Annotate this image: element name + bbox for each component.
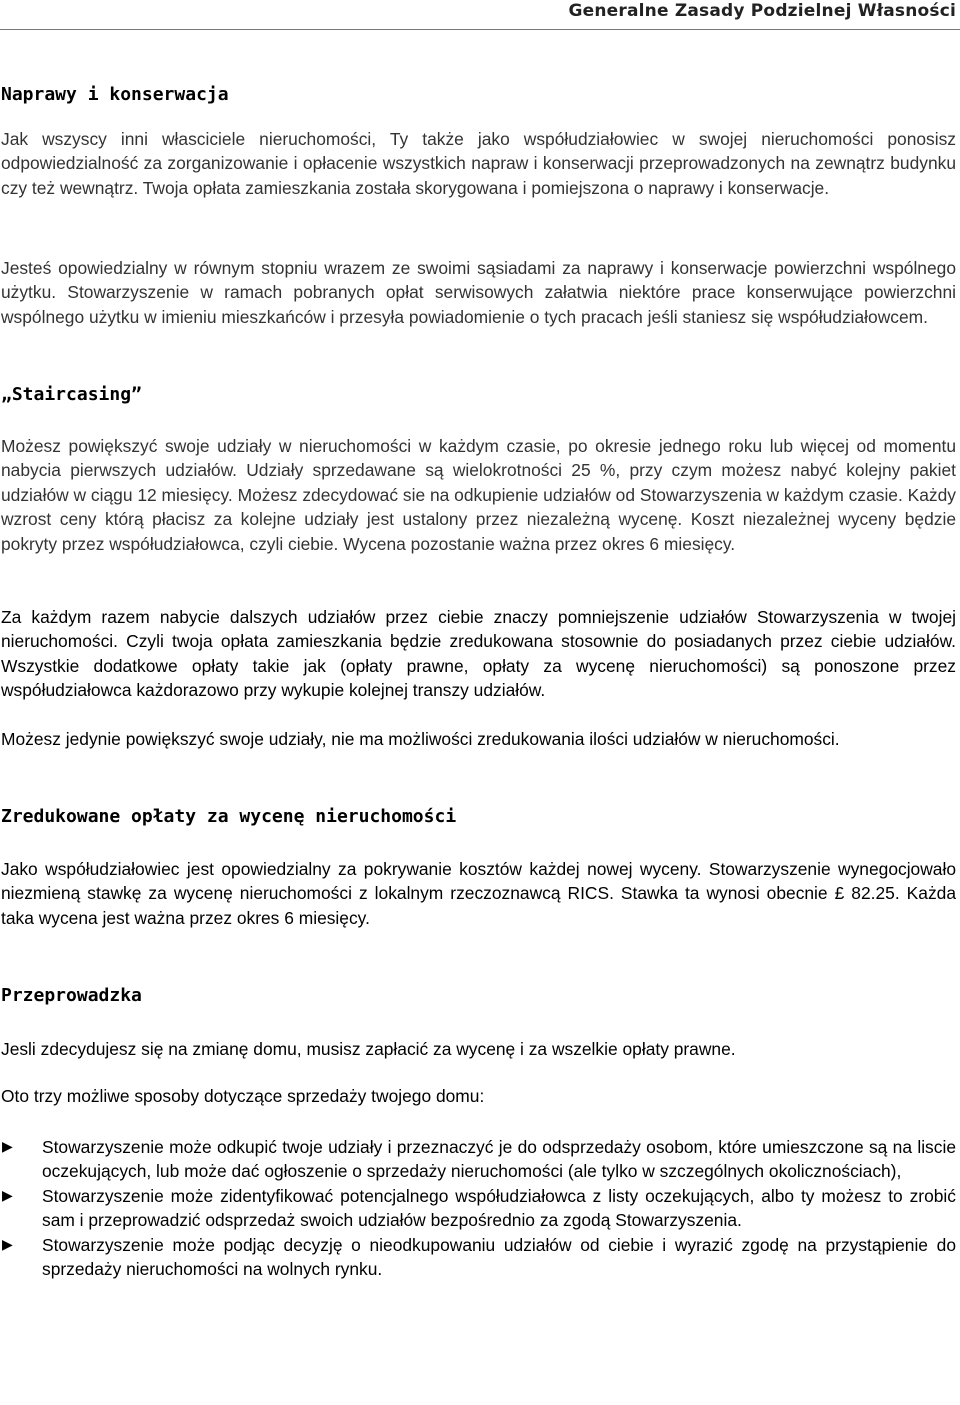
bullet-arrow-icon: ▶ (2, 1187, 13, 1204)
paragraph-staircasing-1: Możesz powiększyć swoje udziały w nieruchomości w każdym czasie, po okresie jednego roku lub więcej od momentu nabycia pierwszych udziałów. Udziały sprzedawane są wielokrotności 25 %, przy czym możesz nabyć kolejny pakiet udziałów w ciągu 12 miesięcy. Możesz zdecydować sie na odkupienie udziałów od Stowarzyszenia w każdym czasie. Każdy wzrost ceny którą płacisz za kolejne udziały jest ustalony przez niezależną wycenę. Koszt niezależnej wyceny będzie pokryty przez współudziałowca, czyli ciebie. Wycena pozostanie ważna przez okres 6 miesięcy. (1, 436, 956, 554)
list-item-text: Stowarzyszenie może zidentyfikować potencjalnego współudziałowca z listy oczekujących, albo ty możesz to zrobić sam i przeprowadzić odsprzedaż swoich udziałów bezpośrednio za zgodą Stowarzyszenia. (42, 1185, 956, 1231)
header-divider (0, 29, 960, 30)
list-item-text: Stowarzyszenie może odkupić twoje udziały i przeznaczyć je do odsprzedaży osobom, które umieszczone są na liscie oczekujących, lub może dać ogłoszenie o sprzedaży nieruchomości (ale tylko w szczególnych okolicznościach), (42, 1137, 956, 1182)
paragraph-staircasing-2: Za każdym razem nabycie dalszych udziałów przez ciebie znaczy pomniejszenie udziałów Stowarzyszenia w twojej nieruchomości. Czyli twoja opłata zamieszkania będzie zredukowana stosownie do posiadanych przez ciebie udziałów. Wszystkie dodatkowe opłaty takie jak (opłaty prawne, opłaty za wycenę nieruchomości) są ponoszone przez współudziałowca każdorazowo przy wykupie kolejnej transzy udziałów. (1, 607, 956, 701)
section-heading-wycena: Zredukowane opłaty za wycenę nieruchomości (1, 806, 457, 827)
sale-options-list (0, 1135, 956, 1281)
paragraph-naprawy-1: Jak wszyscy inni własciciele nieruchomości, Ty także jako współudziałowiec w swojej nieruchomości ponosisz odpowiedzialność za zorganizowanie i opłacenie wszystkich napraw i konserwacji przeprowadzonych na zewnątrz budynku czy też wewnątrz. Twoja opłata zamieszkania została skorygowana i pomiejszona o naprawy i konserwacje. (1, 129, 956, 198)
paragraph-staircasing-3: Możesz jedynie powiększyć swoje udziały, nie ma możliwości zredukowania ilości udziałów w nieruchomości. (1, 729, 840, 749)
running-header-title: Generalne Zasady Podzielnej Własności (568, 1, 956, 21)
bullet-arrow-icon: ▶ (2, 1139, 13, 1155)
paragraph-wycena-1: Jako współudziałowiec jest opowiedzialny za pokrywanie kosztów każdej nowej wyceny. Stowarzyszenie wynegocjowało niezmieną stawkę za wycenę nieruchomości z lokalnym rzeczoznawcą RICS. Stawka ta wynosi obecnie £ 82.25. Każda taka wycena jest ważna przez okres 6 miesięcy. (1, 859, 956, 928)
section-heading-staircasing: „Staircasing” (1, 384, 142, 405)
list-item-text: Stowarzyszenie może podjąc decyzję o nieodkupowaniu udziałów od ciebie i wyrazić zgodę na przystąpienie do sprzedaży nieruchomości na wolnych rynku. (42, 1234, 956, 1280)
paragraph-przeprowadzka-2: Oto trzy możliwe sposoby dotyczące sprzedaży twojego domu: (1, 1086, 485, 1106)
paragraph-przeprowadzka-1: Jesli zdecydujesz się na zmianę domu, musisz zapłacić za wycenę i za wszelkie opłaty prawne. (1, 1039, 736, 1059)
list-item (0, 1184, 956, 1233)
list-item (0, 1233, 956, 1282)
paragraph-naprawy-2: Jesteś opowiedzialny w równym stopniu wrazem ze swoimi sąsiadami za naprawy i konserwacje powierzchni wspólnego użytku. Stowarzyszenie w ramach pobranych opłat serwisowych załatwia niektóre prace konserwujące powierzchni wspólnego użytku w imieniu mieszkańców i przesyła powiadomienie o tych pracach jeśli staniesz się współudziałowcem. (1, 258, 956, 327)
bullet-arrow-icon: ▶ (2, 1236, 13, 1253)
section-heading-naprawy: Naprawy i konserwacja (1, 84, 229, 105)
list-item (0, 1135, 956, 1184)
section-heading-przeprowadzka: Przeprowadzka (1, 985, 142, 1006)
